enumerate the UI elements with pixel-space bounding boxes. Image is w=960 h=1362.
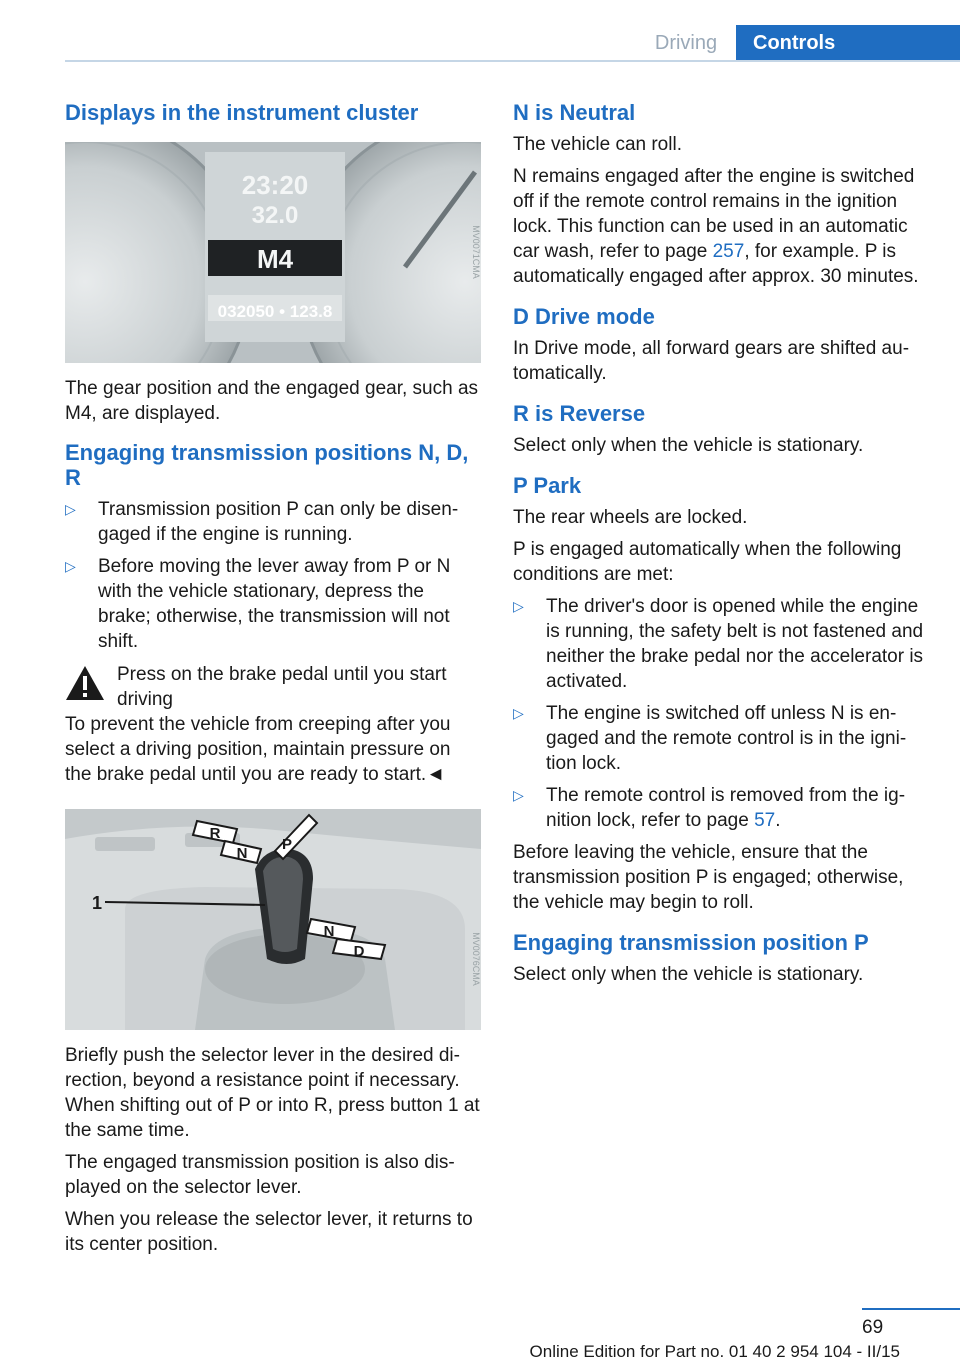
text-select-stationary: Select only when the vehicle is stationary. bbox=[513, 964, 864, 985]
triangle-right-icon: ▷ bbox=[513, 787, 524, 803]
footer-rule bbox=[862, 1308, 960, 1310]
warning-title: Press on the brake pedal until you start driving bbox=[117, 664, 447, 710]
text-wheels-locked: The rear wheels are locked. bbox=[513, 507, 748, 528]
warning-body: To prevent the vehicle from creeping after you select a driving position, maintain pressure on the brake pedal until you are ready to start.◄ bbox=[65, 714, 451, 785]
triangle-right-icon: ▷ bbox=[513, 705, 524, 721]
header-section: Driving bbox=[654, 32, 718, 54]
text-neutral-part-a: N remains engaged after the engine is switched off if the remote control remains in the ignition lock. This function can be used in an automatic car wash, refer to page bbox=[513, 166, 915, 262]
text-push-lever: Briefly push the selector lever in the desired direction, beyond a resistance point if necessary. When shifting out of P or into R, press button 1 at the same time. bbox=[65, 1045, 480, 1141]
text-drive-mode: In Drive mode, all forward gears are shifted automatically. bbox=[513, 338, 910, 384]
lever-label-r: R bbox=[209, 825, 221, 842]
bullet-text: The engine is switched off unless N is engaged and the remote control is in the ignition lock. bbox=[546, 703, 907, 774]
cluster-odometer: 032050 • 123.8 bbox=[217, 302, 333, 321]
cluster-temp: 32.0 bbox=[251, 202, 299, 229]
page-link-57[interactable]: 57 bbox=[754, 810, 776, 831]
bullet-item bbox=[513, 783, 925, 833]
heading-park: P Park bbox=[513, 473, 582, 498]
text-neutral-engaged bbox=[513, 164, 925, 289]
selector-lever-image bbox=[65, 809, 481, 1030]
bullet-text: Transmission position P can only be disengaged if the engine is running. bbox=[98, 499, 459, 545]
lever-label-1: 1 bbox=[91, 893, 103, 913]
bullet-text: The driver's door is opened while the engine is running, the safety belt is not fastened and neither the brake pedal nor the accelerator is activated. bbox=[546, 596, 924, 692]
heading-neutral: N is Neutral bbox=[513, 100, 636, 125]
triangle-right-icon: ▷ bbox=[65, 501, 76, 517]
bullet-item bbox=[513, 701, 925, 776]
right-column bbox=[513, 100, 925, 987]
heading-engaging-p: Engaging transmission position P bbox=[513, 930, 869, 955]
triangle-right-icon: ▷ bbox=[513, 598, 524, 614]
text-gear-displayed: The gear position and the engaged gear, such as M4, are displayed. bbox=[65, 378, 479, 424]
bullet-item bbox=[513, 594, 925, 694]
heading-drive-mode: D Drive mode bbox=[513, 304, 655, 329]
bullet-text bbox=[546, 783, 925, 833]
lever-label-n-bottom: N bbox=[323, 923, 335, 940]
cluster-time: 23:20 bbox=[241, 170, 309, 200]
edition-note: Online Edition for Part no. 01 40 2 954 104 - II/15 bbox=[529, 1342, 900, 1361]
selector-lever-illustration bbox=[65, 809, 481, 1030]
cluster-gear: M4 bbox=[256, 244, 294, 274]
text-neutral-part-b: , for example. P is automatically engaged after approx. 30 minutes. bbox=[513, 241, 919, 287]
lever-image-code: MV0076CMA bbox=[471, 932, 481, 986]
text-reverse: Select only when the vehicle is stationary. bbox=[513, 435, 864, 456]
cluster-image-code: MV0071CMA bbox=[471, 225, 481, 279]
heading-engaging-ndr: Engaging transmission positions N, D, R bbox=[65, 440, 469, 490]
bullet-text-part-b: . bbox=[775, 810, 781, 831]
warning-note bbox=[65, 662, 481, 712]
instrument-cluster-image bbox=[65, 142, 481, 363]
text-park-automatic: P is engaged automatically when the following conditions are met: bbox=[513, 539, 902, 585]
lever-label-p: P bbox=[281, 836, 293, 853]
lever-label-n-top: N bbox=[236, 845, 248, 862]
bullet-item bbox=[65, 497, 481, 547]
lever-label-d: D bbox=[353, 943, 365, 960]
instrument-cluster-illustration bbox=[65, 142, 481, 363]
bullet-text: Before moving the lever away from P or N with the vehicle stationary, depress the brake; otherwise, the transmission will not shift. bbox=[98, 556, 451, 652]
text-displayed-on-lever: The engaged transmission position is also displayed on the selector lever. bbox=[65, 1152, 455, 1198]
bullet-text-part-a: The remote control is removed from the ignition lock, refer to page bbox=[546, 785, 906, 831]
text-vehicle-can-roll: The vehicle can roll. bbox=[513, 134, 682, 155]
warning-triangle-icon bbox=[65, 662, 117, 712]
triangle-right-icon: ▷ bbox=[65, 558, 76, 574]
header-tab-controls: Controls bbox=[736, 25, 960, 62]
text-release-lever: When you release the selector lever, it returns to its center position. bbox=[65, 1209, 473, 1255]
page-link-257[interactable]: 257 bbox=[712, 241, 745, 262]
page-number: 69 bbox=[862, 1317, 884, 1338]
heading-reverse: R is Reverse bbox=[513, 401, 646, 426]
bullet-item bbox=[65, 554, 481, 654]
heading-displays: Displays in the instrument cluster bbox=[65, 100, 419, 125]
text-before-leaving: Before leaving the vehicle, ensure that the transmission position P is engaged; otherwise, the vehicle may begin to roll. bbox=[513, 842, 904, 913]
header-rule bbox=[65, 60, 960, 62]
left-column bbox=[65, 100, 481, 1257]
